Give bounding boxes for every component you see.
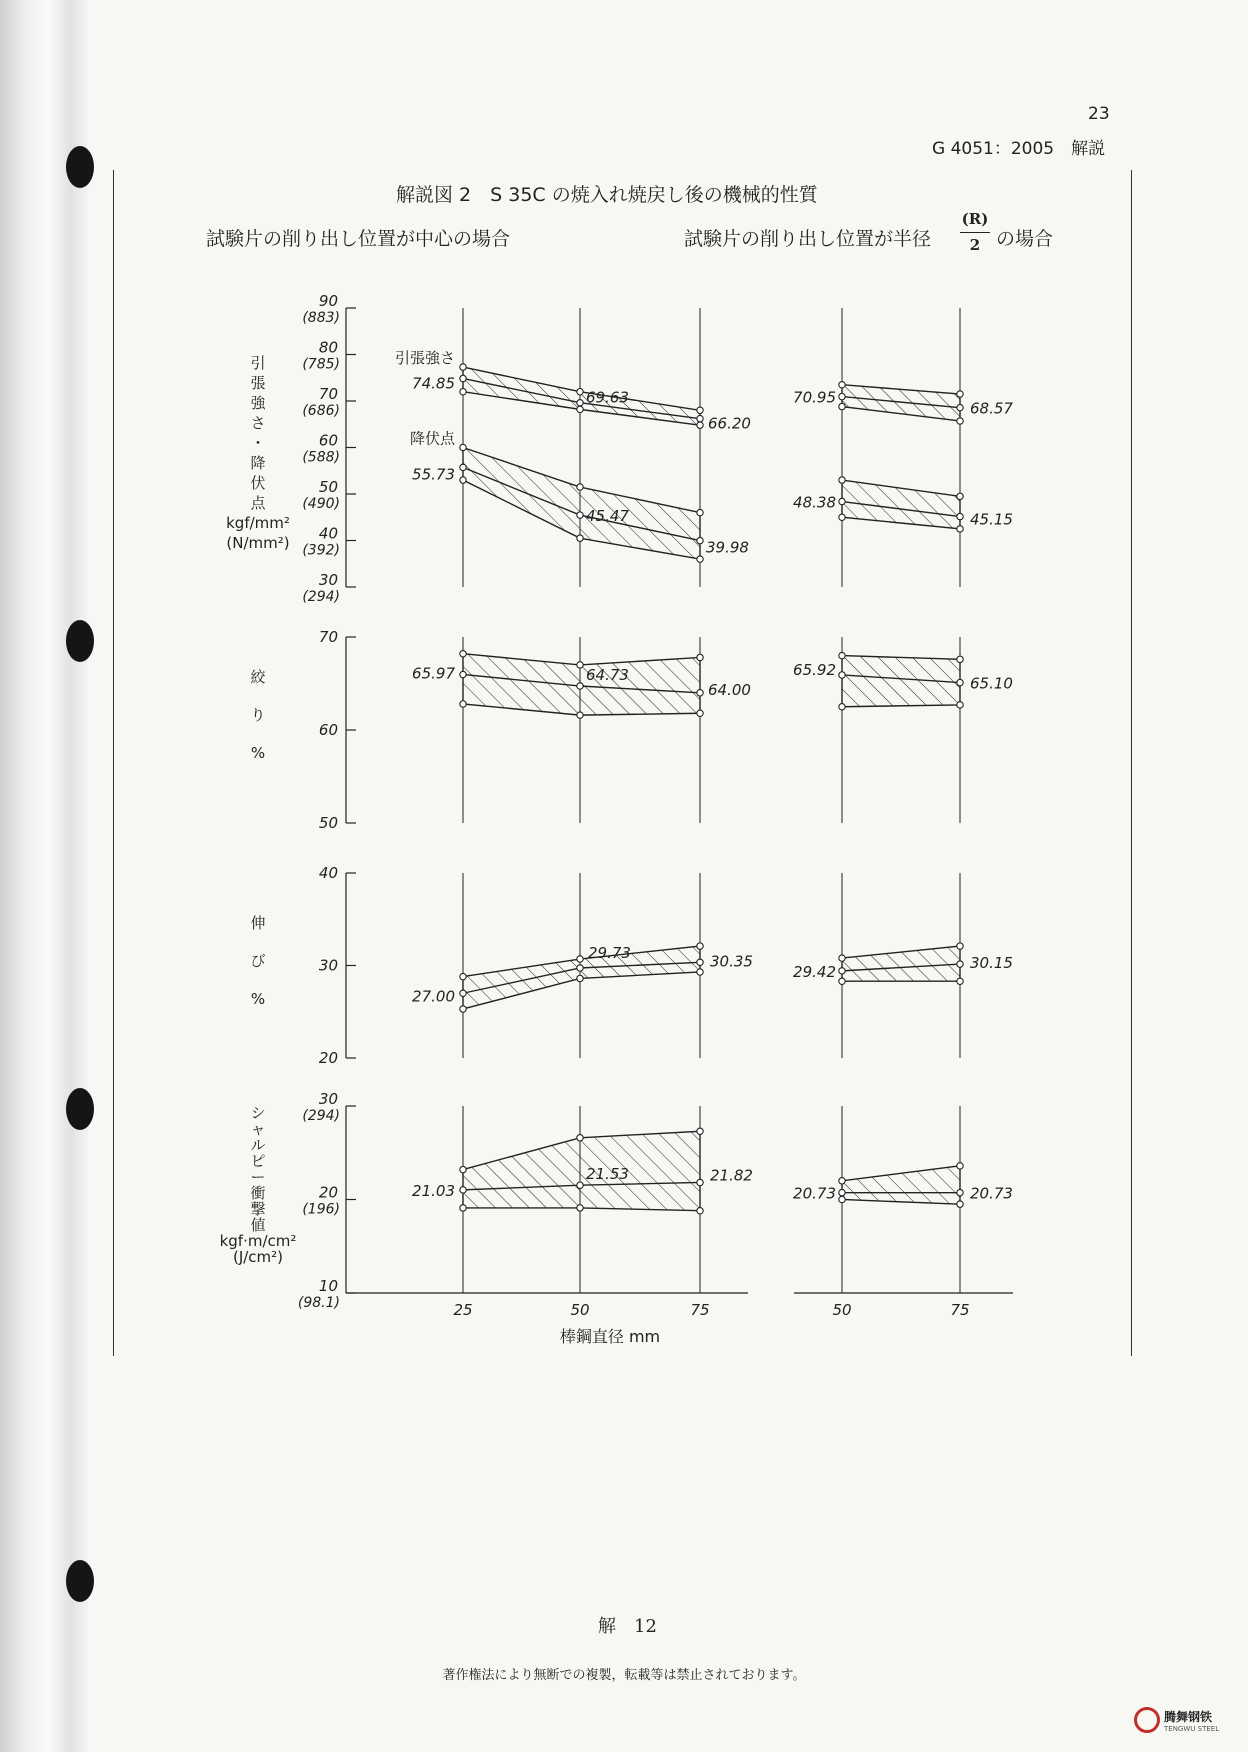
- mean-value-label: 55.73: [412, 465, 455, 484]
- y-axis-label-part: 引: [250, 354, 266, 372]
- y-tick-sublabel: (686): [302, 403, 340, 419]
- y-axis-label-part: kgf·m/cm²: [219, 1232, 297, 1250]
- data-point-marker: [460, 464, 466, 470]
- x-tick-label: 50: [570, 1301, 590, 1319]
- data-point-marker: [460, 1006, 466, 1012]
- center-band-area: [463, 1131, 700, 1210]
- data-point-marker: [577, 1135, 583, 1141]
- y-axis-label-part: 伏: [250, 474, 266, 492]
- series-label-yield: 降伏点: [409, 429, 455, 448]
- y-tick-label: 80: [318, 338, 338, 357]
- data-point-marker: [839, 1189, 845, 1195]
- page-number: 23: [1088, 104, 1110, 124]
- y-axis-label-part: さ: [250, 414, 266, 432]
- y-tick-sublabel: (785): [302, 356, 340, 373]
- data-point-marker: [957, 702, 963, 708]
- data-point-marker: [577, 535, 583, 541]
- data-point-marker: [697, 1179, 703, 1185]
- y-axis-label-part: シ: [250, 1104, 266, 1122]
- data-point-marker: [577, 484, 583, 490]
- data-point-marker: [577, 956, 583, 962]
- y-tick-sublabel: (392): [302, 542, 340, 559]
- y-tick-label: 60: [318, 721, 338, 739]
- data-point-marker: [460, 973, 466, 979]
- logo-subtext: TENGWU STEEL: [1164, 1725, 1220, 1733]
- mean-value-label: 69.63: [586, 388, 629, 407]
- y-tick-label: 10: [318, 1277, 338, 1295]
- y-tick-sublabel: (196): [302, 1201, 340, 1218]
- data-point-marker: [839, 1178, 845, 1184]
- y-tick-sublabel: (490): [302, 496, 340, 512]
- y-axis-label-part: %: [250, 744, 266, 762]
- center-band-area: [463, 367, 700, 425]
- footer-page-number: 解 12: [598, 1616, 657, 1637]
- data-point-marker: [839, 393, 845, 399]
- data-point-marker: [697, 556, 703, 562]
- data-point-marker: [839, 403, 845, 409]
- data-point-marker: [957, 961, 963, 967]
- y-tick-sublabel: (294): [302, 589, 340, 605]
- y-tick-label: 50: [318, 478, 338, 496]
- data-point-marker: [577, 662, 583, 668]
- data-point-marker: [839, 652, 845, 658]
- y-axis-label-part: (J/cm²): [232, 1248, 284, 1266]
- data-point-marker: [577, 512, 583, 518]
- mean-value-label: 29.42: [793, 962, 836, 981]
- data-point-marker: [460, 364, 466, 370]
- y-tick-label: 30: [318, 1090, 338, 1108]
- copyright-notice: 著作権法により無断での複製，転載等は禁止されております。: [442, 1668, 806, 1683]
- mean-value-label: 65.10: [970, 674, 1013, 693]
- mean-value-label: 70.95: [793, 388, 836, 407]
- fraction-denominator: 2: [969, 236, 981, 254]
- y-tick-sublabel: (883): [302, 310, 340, 326]
- y-axis-label-part: ル: [250, 1136, 266, 1154]
- data-point-marker: [577, 683, 583, 689]
- mean-value-label: 29.73: [588, 943, 631, 962]
- x-tick-label: 75: [950, 1301, 970, 1319]
- mean-value-label: 64.73: [586, 666, 629, 685]
- mean-value-label: 66.20: [708, 414, 751, 433]
- data-point-marker: [697, 959, 703, 965]
- y-tick-label: 50: [318, 814, 338, 832]
- data-point-marker: [577, 406, 583, 412]
- half_radius-band-area: [842, 385, 960, 421]
- y-axis-label-part: %: [250, 990, 266, 1008]
- mean-value-label: 68.57: [970, 399, 1013, 418]
- y-tick-label: 40: [318, 864, 338, 882]
- mean-value-label: 30.15: [970, 954, 1013, 973]
- x-tick-label: 25: [453, 1301, 473, 1319]
- y-axis-label-part: ャ: [250, 1120, 266, 1138]
- mean-value-label: 21.03: [412, 1181, 455, 1200]
- mean-value-label: 45.15: [970, 510, 1013, 529]
- data-point-marker: [577, 975, 583, 981]
- fraction-numerator: (R): [961, 210, 989, 228]
- data-point-marker: [697, 690, 703, 696]
- data-point-marker: [697, 654, 703, 660]
- y-axis-label-part: 強: [250, 394, 266, 412]
- y-axis-label-part: 値: [250, 1216, 266, 1234]
- data-point-marker: [957, 391, 963, 397]
- y-axis-label-part: kgf/mm²: [226, 514, 290, 532]
- y-axis-label-part: ー: [250, 1168, 266, 1186]
- data-point-marker: [460, 1166, 466, 1172]
- y-tick-sublabel: (294): [302, 1108, 340, 1124]
- data-point-marker: [697, 422, 703, 428]
- data-point-marker: [460, 444, 466, 450]
- data-point-marker: [839, 672, 845, 678]
- x-axis-label: 棒鋼直径 mm: [559, 1327, 661, 1346]
- data-point-marker: [839, 704, 845, 710]
- data-point-marker: [957, 513, 963, 519]
- y-axis-label-part: 絞: [250, 668, 266, 686]
- x-tick-label: 75: [690, 1301, 710, 1319]
- data-point-marker: [577, 389, 583, 395]
- data-point-marker: [697, 710, 703, 716]
- data-point-marker: [460, 990, 466, 996]
- data-point-marker: [957, 493, 963, 499]
- y-axis-label-part: び: [250, 952, 266, 970]
- y-axis-label-part: (N/mm²): [226, 534, 290, 552]
- data-point-marker: [577, 1205, 583, 1211]
- data-point-marker: [460, 651, 466, 657]
- y-axis-label-part: 降: [250, 454, 266, 472]
- y-axis-label-part: ピ: [250, 1152, 266, 1170]
- data-point-marker: [460, 701, 466, 707]
- data-point-marker: [460, 375, 466, 381]
- mean-value-label: 64.00: [708, 680, 751, 699]
- half_radius-band-area: [842, 1166, 960, 1204]
- data-point-marker: [957, 943, 963, 949]
- data-point-marker: [839, 514, 845, 520]
- mean-value-label: 48.38: [793, 493, 836, 512]
- y-tick-label: 20: [318, 1183, 338, 1202]
- data-point-marker: [957, 978, 963, 984]
- y-axis-label-part: 伸: [250, 914, 266, 932]
- data-point-marker: [577, 965, 583, 971]
- data-point-marker: [839, 968, 845, 974]
- mean-value-label: 27.00: [412, 987, 455, 1006]
- data-point-marker: [839, 978, 845, 984]
- y-axis-label-part: 点: [250, 494, 266, 512]
- data-point-marker: [697, 415, 703, 421]
- data-point-marker: [697, 969, 703, 975]
- data-point-marker: [697, 537, 703, 543]
- y-axis-label-part: 衝: [250, 1184, 266, 1202]
- right-heading-prefix: 試験片の削り出し位置が半径: [684, 228, 932, 250]
- y-tick-label: 30: [318, 956, 338, 975]
- data-point-marker: [697, 509, 703, 515]
- data-point-marker: [957, 526, 963, 532]
- data-point-marker: [839, 477, 845, 483]
- series-label-tensile: 引張強さ: [394, 349, 455, 368]
- data-point-marker: [460, 671, 466, 677]
- mean-value-label: 20.73: [793, 1184, 836, 1203]
- data-point-marker: [697, 1208, 703, 1214]
- tengwu-logo: [1134, 1706, 1219, 1733]
- data-point-marker: [957, 1201, 963, 1207]
- data-point-marker: [957, 404, 963, 410]
- mean-value-label: 39.98: [706, 538, 749, 557]
- mean-value-label: 21.53: [586, 1165, 629, 1184]
- x-tick-label: 50: [832, 1301, 852, 1319]
- mean-value-label: 65.92: [793, 660, 836, 679]
- data-point-marker: [697, 1128, 703, 1134]
- data-point-marker: [577, 400, 583, 406]
- mean-value-label: 20.73: [970, 1184, 1013, 1203]
- mean-value-label: 21.82: [710, 1166, 753, 1185]
- data-point-marker: [460, 1205, 466, 1211]
- y-tick-label: 70: [318, 628, 338, 646]
- data-point-marker: [957, 679, 963, 685]
- y-tick-sublabel: (588): [302, 449, 340, 466]
- half_radius-band-area: [842, 946, 960, 981]
- data-point-marker: [697, 407, 703, 413]
- y-tick-label: 20: [318, 1049, 338, 1067]
- data-point-marker: [577, 1182, 583, 1188]
- logo-mark-icon: [1134, 1707, 1160, 1733]
- data-point-marker: [839, 955, 845, 961]
- data-point-marker: [957, 1189, 963, 1195]
- standard-code: G 4051：2005 解説: [932, 139, 1106, 159]
- figure-title: 解説図 2 S 35C の焼入れ焼戻し後の機械的性質: [396, 184, 818, 206]
- data-point-marker: [957, 1163, 963, 1169]
- left-heading: 試験片の削り出し位置が中心の場合: [206, 228, 511, 250]
- y-tick-label: 60: [318, 431, 338, 450]
- data-point-marker: [839, 498, 845, 504]
- data-point-marker: [460, 1187, 466, 1193]
- mean-value-label: 30.35: [710, 952, 753, 971]
- data-point-marker: [577, 712, 583, 718]
- y-axis-label-part: り: [250, 706, 266, 724]
- data-point-marker: [460, 389, 466, 395]
- center-band-area: [463, 448, 700, 560]
- y-tick-label: 70: [318, 385, 338, 403]
- data-point-marker: [839, 382, 845, 388]
- y-tick-sublabel: (98.1): [297, 1295, 340, 1311]
- y-tick-label: 30: [318, 571, 338, 589]
- mean-value-label: 45.47: [586, 507, 629, 526]
- y-tick-label: 40: [318, 524, 338, 543]
- data-point-marker: [957, 418, 963, 424]
- y-axis-label-part: ・: [250, 434, 266, 452]
- logo-text: 腾舞钢铁: [1164, 1710, 1213, 1724]
- data-point-marker: [839, 1196, 845, 1202]
- mean-value-label: 74.85: [412, 374, 455, 393]
- data-point-marker: [957, 656, 963, 662]
- right-heading-suffix: の場合: [996, 228, 1054, 250]
- y-tick-label: 90: [318, 292, 338, 310]
- y-axis-label-part: 撃: [250, 1200, 266, 1218]
- data-point-marker: [697, 943, 703, 949]
- data-point-marker: [460, 477, 466, 483]
- mean-value-label: 65.97: [412, 664, 455, 683]
- y-axis-label-part: 張: [250, 374, 266, 392]
